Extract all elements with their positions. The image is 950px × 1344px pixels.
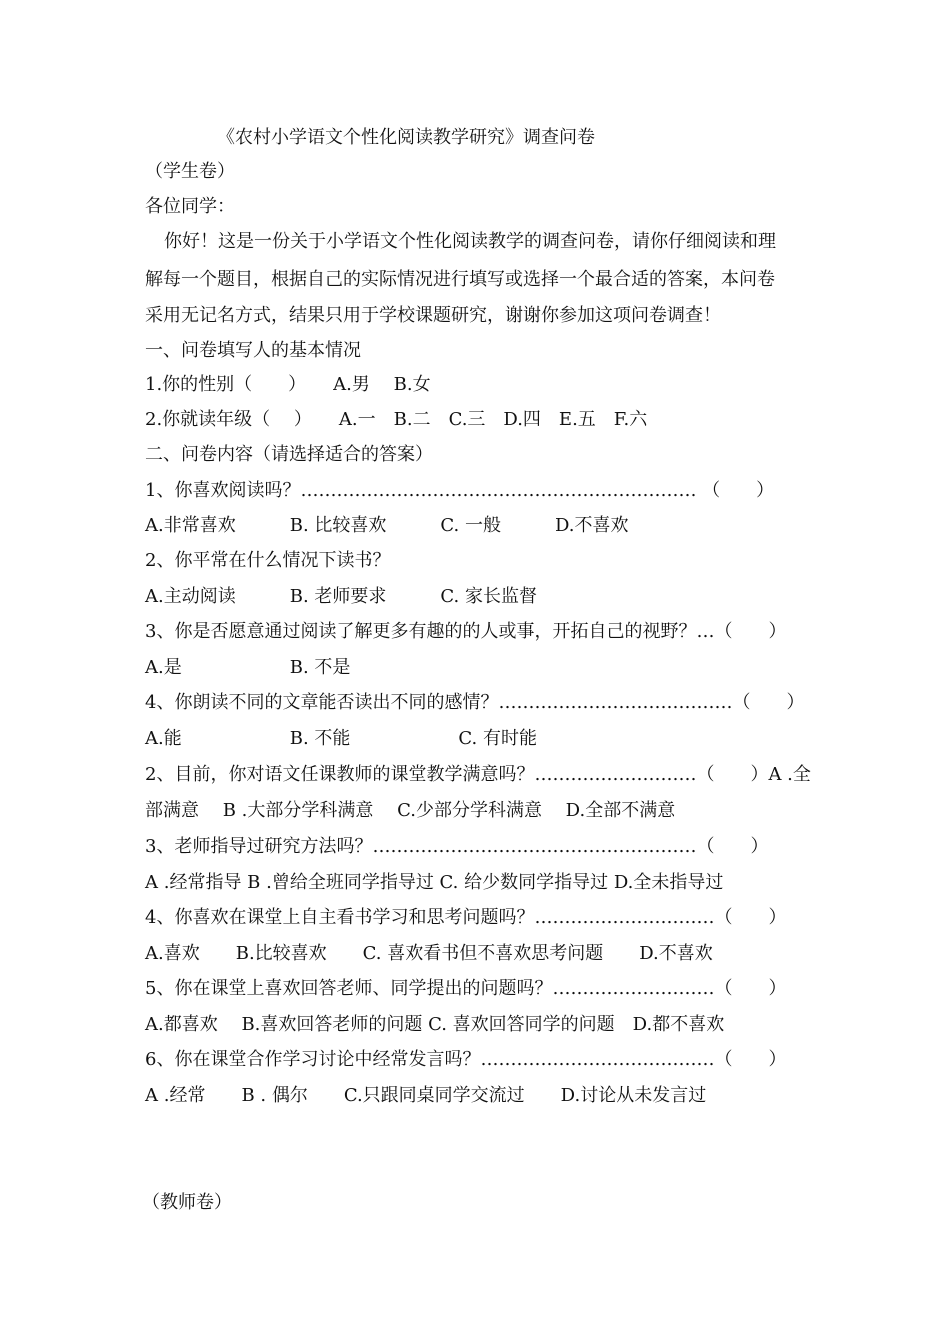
student-section-label: （学生卷） <box>145 161 235 182</box>
answer-line: A.非常喜欢 B. 比较喜欢 C. 一般 D.不喜欢 <box>145 515 629 536</box>
answer-line: A.是 B. 不是 <box>145 657 351 678</box>
question-line: 5、你在课堂上喜欢回答老师、同学提出的问题吗？………………………（ ） <box>145 978 787 999</box>
question-line: 2、你平常在什么情况下读书？ <box>145 550 391 571</box>
intro-line-2: 解每一个题目，根据自己的实际情况进行填写或选择一个最合适的答案，本问卷 <box>145 269 775 290</box>
greeting: 各位同学： <box>145 196 235 217</box>
answer-line: A .经常 B . 偶尔 C.只跟同桌同学交流过 D.讨论从未发言过 <box>145 1085 707 1106</box>
intro-line-1: 你好！这是一份关于小学语文个性化阅读教学的调查问卷，请你仔细阅读和理 <box>164 231 776 252</box>
question-line: 4、你喜欢在课堂上自主看书学习和思考问题吗？…………………………（ ） <box>145 907 787 928</box>
question-line: 4、你朗读不同的文章能否读出不同的感情？…………………………………（ ） <box>145 692 805 713</box>
question-line: 2、目前，你对语文任课教师的课堂教学满意吗？………………………（ ）A .全 <box>145 764 811 785</box>
document-title: 《农村小学语文个性化阅读教学研究》调查问卷 <box>217 127 595 148</box>
section2-heading: 二、问卷内容（请选择适合的答案） <box>145 444 433 465</box>
question-line: 1、你喜欢阅读吗？………………………………………………………… （ ） <box>145 480 775 501</box>
question-grade: 2.你就读年级（ ） A.一 B.二 C.三 D.四 E.五 F.六 <box>145 409 648 430</box>
section1-heading: 一、问卷填写人的基本情况 <box>145 340 361 361</box>
answer-line: A .经常指导 B .曾给全班同学指导过 C. 给少数同学指导过 D.全未指导过 <box>145 872 724 893</box>
intro-line-3: 采用无记名方式，结果只用于学校课题研究，谢谢你参加这项问卷调查！ <box>145 305 721 326</box>
answer-line: 部满意 B .大部分学科满意 C.少部分学科满意 D.全部不满意 <box>145 800 676 821</box>
answer-line: A.都喜欢 B.喜欢回答老师的问题 C. 喜欢回答同学的问题 D.都不喜欢 <box>145 1014 725 1035</box>
answer-line: A.能 B. 不能 C. 有时能 <box>145 728 537 749</box>
question-line: 6、你在课堂合作学习讨论中经常发言吗？…………………………………（ ） <box>145 1049 787 1070</box>
teacher-section-label: （教师卷） <box>142 1192 232 1213</box>
question-line: 3、老师指导过研究方法吗？………………………………………………（ ） <box>145 836 769 857</box>
question-line: 3、你是否愿意通过阅读了解更多有趣的的人或事，开拓自己的视野？…（ ） <box>145 621 787 642</box>
question-gender: 1.你的性别（ ） A.男 B.女 <box>145 374 431 395</box>
answer-line: A.主动阅读 B. 老师要求 C. 家长监督 <box>145 586 537 607</box>
answer-line: A.喜欢 B.比较喜欢 C. 喜欢看书但不喜欢思考问题 D.不喜欢 <box>145 943 713 964</box>
